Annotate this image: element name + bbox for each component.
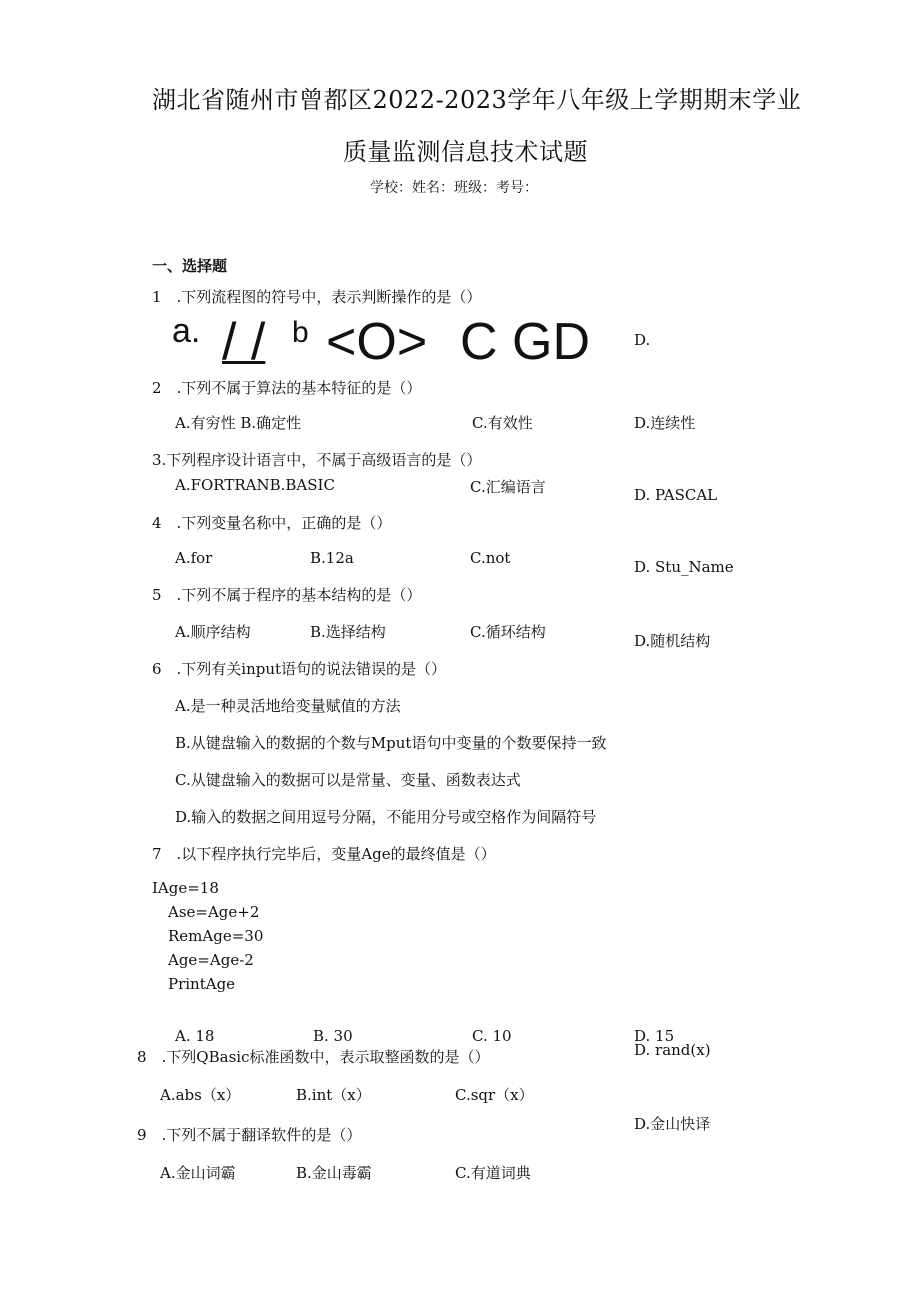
q1-option-b-letter: b <box>292 316 309 349</box>
question-6-stem: 6 .下列有关input语句的说法错误的是（） <box>152 660 447 678</box>
q3-option-d: D. PASCAL <box>634 486 718 504</box>
q2-option-c: C.有效性 <box>472 414 533 432</box>
q9-option-c: C.有道词典 <box>455 1164 531 1182</box>
q1-option-a-parallelogram-symbol: / / <box>222 313 266 371</box>
q1-option-c-symbol: C GD <box>460 313 590 371</box>
question-9-stem: 9 .下列不属于翻译软件的是（） <box>137 1126 362 1144</box>
section-heading: 一、选择题 <box>152 258 228 275</box>
q6-option-c: C.从键盘输入的数据可以是常量、变量、函数表达式 <box>175 771 521 789</box>
code-line: Age=Age-2 <box>168 951 254 969</box>
code-line: IAge=18 <box>152 879 219 897</box>
q4-option-c: C.not <box>470 549 511 567</box>
exam-title-line1: 湖北省随州市曾都区2022-2023学年八年级上学期期末学业 <box>152 86 802 114</box>
q5-option-a: A.顺序结构 <box>175 623 251 641</box>
q7-option-c: C. 10 <box>472 1027 512 1045</box>
question-8-stem: 8 .下列QBasic标准函数中，表示取整函数的是（） <box>137 1048 490 1066</box>
q7-option-a: A. 18 <box>175 1027 215 1045</box>
question-2-stem: 2 .下列不属于算法的基本特征的是（） <box>152 379 422 397</box>
q6-option-d: D.输入的数据之间用逗号分隔，不能用分号或空格作为间隔符号 <box>175 808 597 826</box>
q6-option-a: A.是一种灵活地给变量赋值的方法 <box>175 697 401 715</box>
q4-option-d: D. Stu_Name <box>634 558 734 576</box>
q5-option-b: B.选择结构 <box>310 623 386 641</box>
q9-option-b: B.金山毒霸 <box>296 1164 372 1182</box>
code-line: Ase=Age+2 <box>168 903 260 921</box>
q4-option-a: A.for <box>175 549 213 567</box>
q2-option-d: D.连续性 <box>634 414 696 432</box>
question-4-stem: 4 .下列变量名称中，正确的是（） <box>152 514 392 532</box>
question-3-stem: 3.下列程序设计语言中，不属于高级语言的是（） <box>152 451 482 469</box>
question-5-stem: 5 .下列不属于程序的基本结构的是（） <box>152 586 422 604</box>
q8-option-a: A.abs（x） <box>160 1086 241 1104</box>
exam-title-line2: 质量监测信息技术试题 <box>343 138 588 166</box>
q1-option-d: D. <box>634 331 651 349</box>
q8-option-d: D. rand(x) <box>634 1041 711 1059</box>
q7-option-d: D. 15 <box>634 1027 675 1045</box>
q5-option-d: D.随机结构 <box>634 632 711 650</box>
q1-option-b-diamond-symbol: <O> <box>326 313 428 371</box>
q9-option-a: A.金山词霸 <box>160 1164 236 1182</box>
question-1-stem: 1 .下列流程图的符号中，表示判断操作的是（） <box>152 288 482 306</box>
q9-option-d: D.金山快译 <box>634 1115 711 1133</box>
question-7-stem: 7 .以下程序执行完毕后，变量Age的最终值是（） <box>152 845 496 863</box>
q4-option-b: B.12a <box>310 549 354 567</box>
q1-option-a-letter: a. <box>172 312 201 350</box>
q6-option-b: B.从键盘输入的数据的个数与Mput语句中变量的个数要保持一致 <box>175 734 607 752</box>
q3-options-ab: A.FORTRANB.BASIC <box>175 476 335 494</box>
code-line: RemAge=30 <box>168 927 264 945</box>
q8-option-b: B.int（x） <box>296 1086 371 1104</box>
q3-option-c: C.汇编语言 <box>470 478 546 496</box>
q8-option-c: C.sqr（x） <box>455 1086 534 1104</box>
student-info-line: 学校：姓名：班级：考号： <box>370 180 538 196</box>
q7-option-b: B. 30 <box>313 1027 353 1045</box>
code-line: PrintAge <box>168 975 236 993</box>
q2-options-ab: A.有穷性 B.确定性 <box>175 414 302 432</box>
q5-option-c: C.循环结构 <box>470 623 546 641</box>
